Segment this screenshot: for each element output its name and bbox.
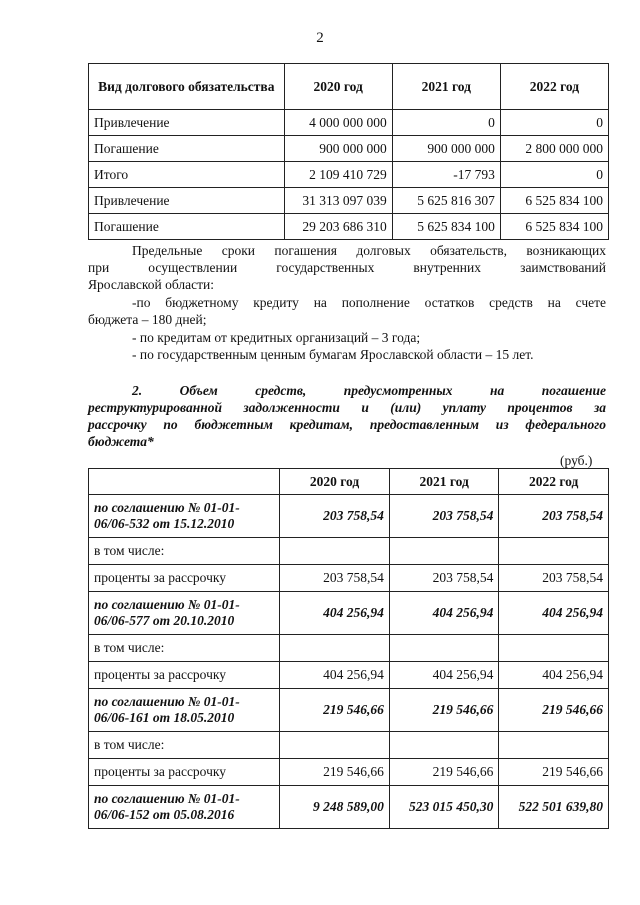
row-label: в том числе: xyxy=(89,732,280,759)
header-obligation-type: Вид долгового обязательства xyxy=(89,64,285,110)
row-label: проценты за рассрочку xyxy=(89,759,280,786)
cell-2022: 2 800 000 000 xyxy=(500,136,608,162)
row-label: Привлечение xyxy=(89,110,285,136)
header-empty xyxy=(89,469,280,495)
paragraph-terms-line2: при осуществлении государственных внутренних заимствований xyxy=(88,260,606,275)
row-label: Привлечение xyxy=(89,188,285,214)
cell-2022: 0 xyxy=(500,110,608,136)
cell-2022: 219 546,66 xyxy=(499,759,609,786)
row-label: Итого xyxy=(89,162,285,188)
row-label: в том числе: xyxy=(89,635,280,662)
budget-credit-term-line1: -по бюджетному кредиту на пополнение остатков средств на счете xyxy=(132,295,606,310)
table-row xyxy=(89,538,609,565)
row-label: по соглашению № 01-01-06/06-532 от 15.12.2010 xyxy=(89,495,280,538)
cell-2021: 0 xyxy=(392,110,500,136)
cell-2021: 203 758,54 xyxy=(389,495,499,538)
cell-2021 xyxy=(389,635,499,662)
cell-2021: 5 625 834 100 xyxy=(392,214,500,240)
cell-2022: 6 525 834 100 xyxy=(500,214,608,240)
budget-credit-term-line2: бюджета – 180 дней; xyxy=(88,312,207,327)
cell-2020 xyxy=(280,732,390,759)
header-year-2021: 2021 год xyxy=(389,469,499,495)
table-row xyxy=(89,110,609,136)
header-year-2022: 2022 год xyxy=(500,64,608,110)
header-year-2020: 2020 год xyxy=(280,469,390,495)
section-heading-line3: рассрочку по бюджетным кредитам, предоставленным из федерального xyxy=(88,417,606,432)
header-year-2020: 2020 год xyxy=(284,64,392,110)
table-row xyxy=(89,732,609,759)
section-heading-line2: реструктурированной задолженности и (или) уплату процентов за xyxy=(88,400,606,415)
header-year-2022: 2022 год xyxy=(499,469,609,495)
row-label: Погашение xyxy=(89,214,285,240)
cell-2020: 203 758,54 xyxy=(280,495,390,538)
cell-2022 xyxy=(499,538,609,565)
table-row xyxy=(89,592,609,635)
currency-unit-label: (руб.) xyxy=(560,453,593,468)
table-row xyxy=(89,495,609,538)
cell-2020: 9 248 589,00 xyxy=(280,786,390,829)
table-row xyxy=(89,136,609,162)
row-label: проценты за рассрочку xyxy=(89,662,280,689)
cell-2020 xyxy=(280,635,390,662)
cell-2020: 404 256,94 xyxy=(280,592,390,635)
cell-2021 xyxy=(389,732,499,759)
debt-obligations-table xyxy=(88,63,609,240)
row-label: по соглашению № 01-01-06/06-161 от 18.05.2010 xyxy=(89,689,280,732)
row-label: по соглашению № 01-01-06/06-577 от 20.10.2010 xyxy=(89,592,280,635)
cell-2022: 203 758,54 xyxy=(499,565,609,592)
page-number: 2 xyxy=(316,30,324,46)
cell-2022 xyxy=(499,732,609,759)
row-label: Погашение xyxy=(89,136,285,162)
cell-2021: 5 625 816 307 xyxy=(392,188,500,214)
table-row xyxy=(89,188,609,214)
cell-2021: 404 256,94 xyxy=(389,662,499,689)
table-row xyxy=(89,162,609,188)
cell-2020: 203 758,54 xyxy=(280,565,390,592)
paragraph-terms-line3: Ярославской области: xyxy=(88,277,214,292)
bank-credit-term: - по кредитам от кредитных организаций – 3 года; xyxy=(132,330,421,345)
table-row xyxy=(89,635,609,662)
table-row xyxy=(89,786,609,829)
securities-term: - по государственным ценным бумагам Ярославской области – 15 лет. xyxy=(132,347,534,362)
table-row xyxy=(89,565,609,592)
cell-2022: 0 xyxy=(500,162,608,188)
cell-2022: 203 758,54 xyxy=(499,495,609,538)
cell-2020: 219 546,66 xyxy=(280,759,390,786)
table-header-row xyxy=(89,64,609,110)
cell-2021: 523 015 450,30 xyxy=(389,786,499,829)
cell-2021: 219 546,66 xyxy=(389,689,499,732)
cell-2022: 404 256,94 xyxy=(499,592,609,635)
cell-2022: 404 256,94 xyxy=(499,662,609,689)
cell-2020 xyxy=(280,538,390,565)
cell-2022: 6 525 834 100 xyxy=(500,188,608,214)
cell-2020: 31 313 097 039 xyxy=(284,188,392,214)
section-heading-line1: 2. Объем средств, предусмотренных на погашение xyxy=(132,383,606,398)
cell-2021 xyxy=(389,538,499,565)
table-row xyxy=(89,214,609,240)
cell-2020: 4 000 000 000 xyxy=(284,110,392,136)
table-header-row xyxy=(89,469,609,495)
cell-2022: 219 546,66 xyxy=(499,689,609,732)
cell-2021: 219 546,66 xyxy=(389,759,499,786)
table-row xyxy=(89,759,609,786)
cell-2020: 404 256,94 xyxy=(280,662,390,689)
cell-2020: 29 203 686 310 xyxy=(284,214,392,240)
row-label: проценты за рассрочку xyxy=(89,565,280,592)
table-row xyxy=(89,689,609,732)
restructured-debt-table xyxy=(88,468,609,829)
paragraph-terms-line1: Предельные сроки погашения долговых обязательств, возникающих xyxy=(132,243,606,258)
cell-2021: -17 793 xyxy=(392,162,500,188)
cell-2021: 203 758,54 xyxy=(389,565,499,592)
cell-2020: 900 000 000 xyxy=(284,136,392,162)
section-heading-line4: бюджета* xyxy=(88,434,154,449)
cell-2021: 900 000 000 xyxy=(392,136,500,162)
header-year-2021: 2021 год xyxy=(392,64,500,110)
cell-2022: 522 501 639,80 xyxy=(499,786,609,829)
table-row xyxy=(89,662,609,689)
row-label: по соглашению № 01-01-06/06-152 от 05.08.2016 xyxy=(89,786,280,829)
cell-2022 xyxy=(499,635,609,662)
restructured-debt-rows xyxy=(89,495,609,829)
row-label: в том числе: xyxy=(89,538,280,565)
cell-2021: 404 256,94 xyxy=(389,592,499,635)
cell-2020: 219 546,66 xyxy=(280,689,390,732)
cell-2020: 2 109 410 729 xyxy=(284,162,392,188)
